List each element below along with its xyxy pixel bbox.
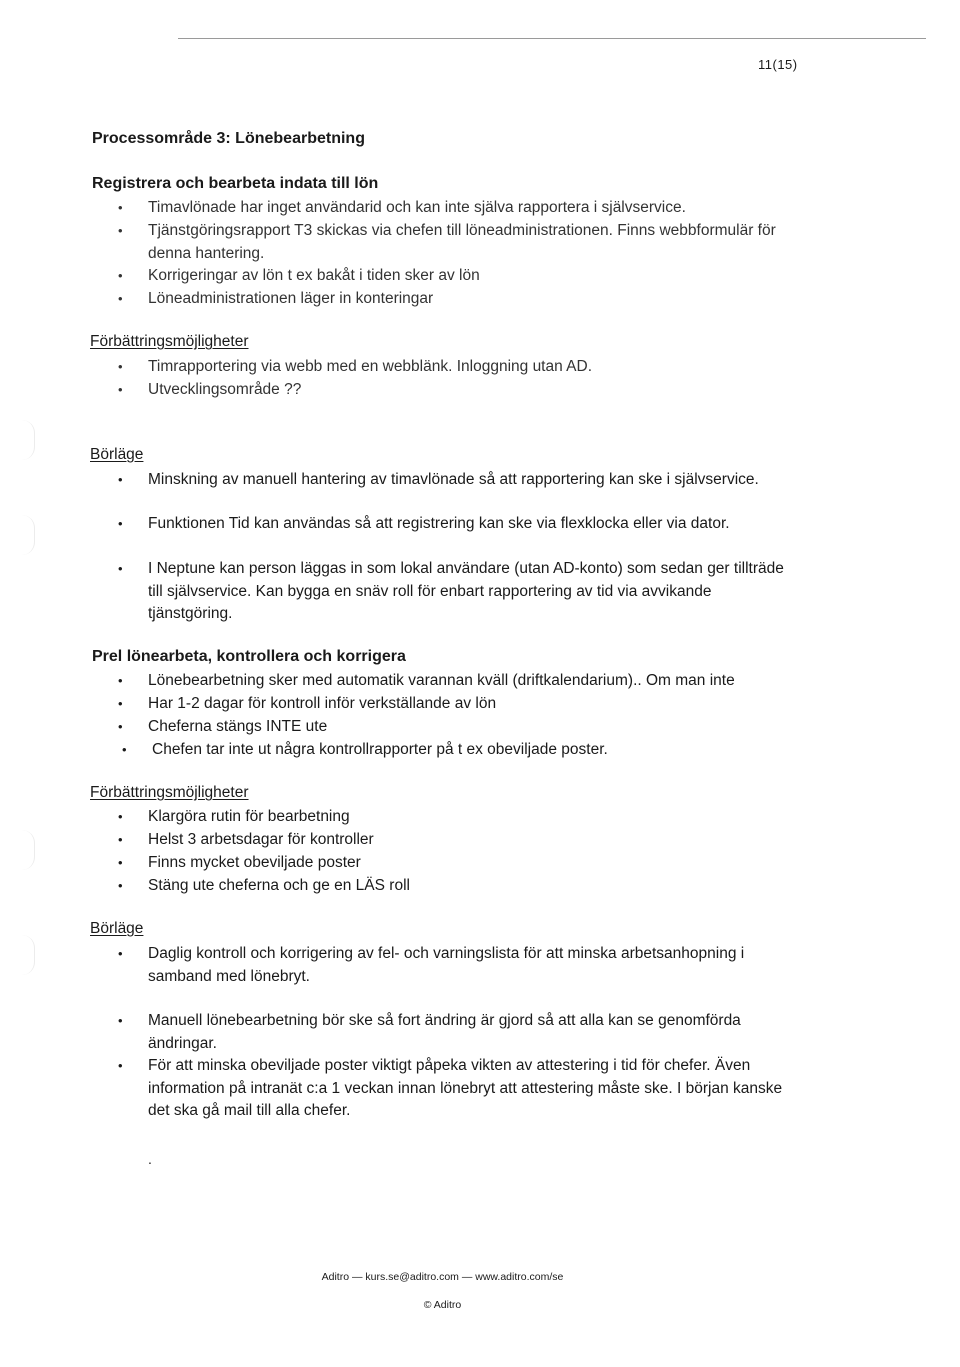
list-item: • Chefen tar inte ut några kontrollrapporter på t ex obeviljade poster. <box>152 739 802 762</box>
list-item: • Helst 3 arbetsdagar för kontroller <box>148 829 798 852</box>
list-item: • Tjänstgöringsrapport T3 skickas via chefen till löneadministrationen. Finns webbformulär för denna hantering. <box>148 220 808 265</box>
subheading-forbattringar-2: Förbättringsmöjligheter <box>90 784 249 801</box>
page-number: 11(15) <box>758 57 798 72</box>
list-item: • Minskning av manuell hantering av timavlönade så att rapportering kan ske i självservice. <box>148 469 798 492</box>
footer-copyright: © Aditro <box>423 1299 462 1311</box>
list-item: • Utvecklingsområde ?? <box>148 379 798 402</box>
list-item: • Stäng ute cheferna och ge en LÄS roll <box>148 875 798 898</box>
list-item: • Finns mycket obeviljade poster <box>148 852 798 875</box>
subheading-forbattringar-1: Förbättringsmöjligheter <box>90 333 249 350</box>
list-item: • Timavlönade har inget användarid och kan inte själva rapportera i självservice. <box>148 197 798 220</box>
scan-margin-mark <box>22 935 35 975</box>
list-item: • Timrapportering via webb med en webblänk. Inloggning utan AD. <box>148 356 798 379</box>
header-rule <box>178 38 926 39</box>
list-item: • Löneadministrationen läger in konteringar <box>148 288 798 311</box>
list-item: • I Neptune kan person läggas in som lokal användare (utan AD-konto) som sedan ger tillträde till självservice. Kan bygga en snäv roll för enbart rapportering av tid via avvikande tjänstgöring. <box>148 558 788 626</box>
scan-margin-mark <box>22 830 35 870</box>
subheading-borlage-1: Börläge <box>90 446 144 463</box>
list-item: • Har 1-2 dagar för kontroll inför verkställande av lön <box>148 693 798 716</box>
section-title: Processområde 3: Lönebearbetning <box>92 130 365 147</box>
list-item: • Lönebearbetning sker med automatik varannan kväll (driftkalendarium).. Om man inte <box>148 670 798 693</box>
heading-registrera: Registrera och bearbeta indata till lön <box>92 175 379 192</box>
stray-mark: . <box>148 1151 152 1167</box>
footer-contact: Aditro — kurs.se@aditro.com — www.aditro.com/se <box>321 1271 564 1283</box>
list-item: • Korrigeringar av lön t ex bakåt i tiden sker av lön <box>148 265 798 288</box>
list-item: • Manuell lönebearbetning bör ske så fort ändring är gjord så att alla kan se genomförda ändringar. <box>148 1010 788 1055</box>
heading-prel-lonearbeta: Prel lönearbeta, kontrollera och korrigera <box>92 648 406 665</box>
list-item: • Klargöra rutin för bearbetning <box>148 806 798 829</box>
list-item: • Funktionen Tid kan användas så att registrering kan ske via flexklocka eller via dator. <box>148 513 798 536</box>
list-item: • Cheferna stängs INTE ute <box>148 716 798 739</box>
list-item: • För att minska obeviljade poster viktigt påpeka vikten av attestering i tid för chefer. Även information på intranät c:a 1 veckan innan lönebryt att attestering måste ske. I början kanske det ska gå mail till alla chefer. <box>148 1055 798 1123</box>
scan-margin-mark <box>22 420 35 460</box>
subheading-borlage-2: Börläge <box>90 920 144 937</box>
list-item: • Daglig kontroll och korrigering av fel- och varningslista för att minska arbetsanhopning i samband med lönebryt. <box>148 943 788 988</box>
scan-margin-mark <box>22 515 35 555</box>
